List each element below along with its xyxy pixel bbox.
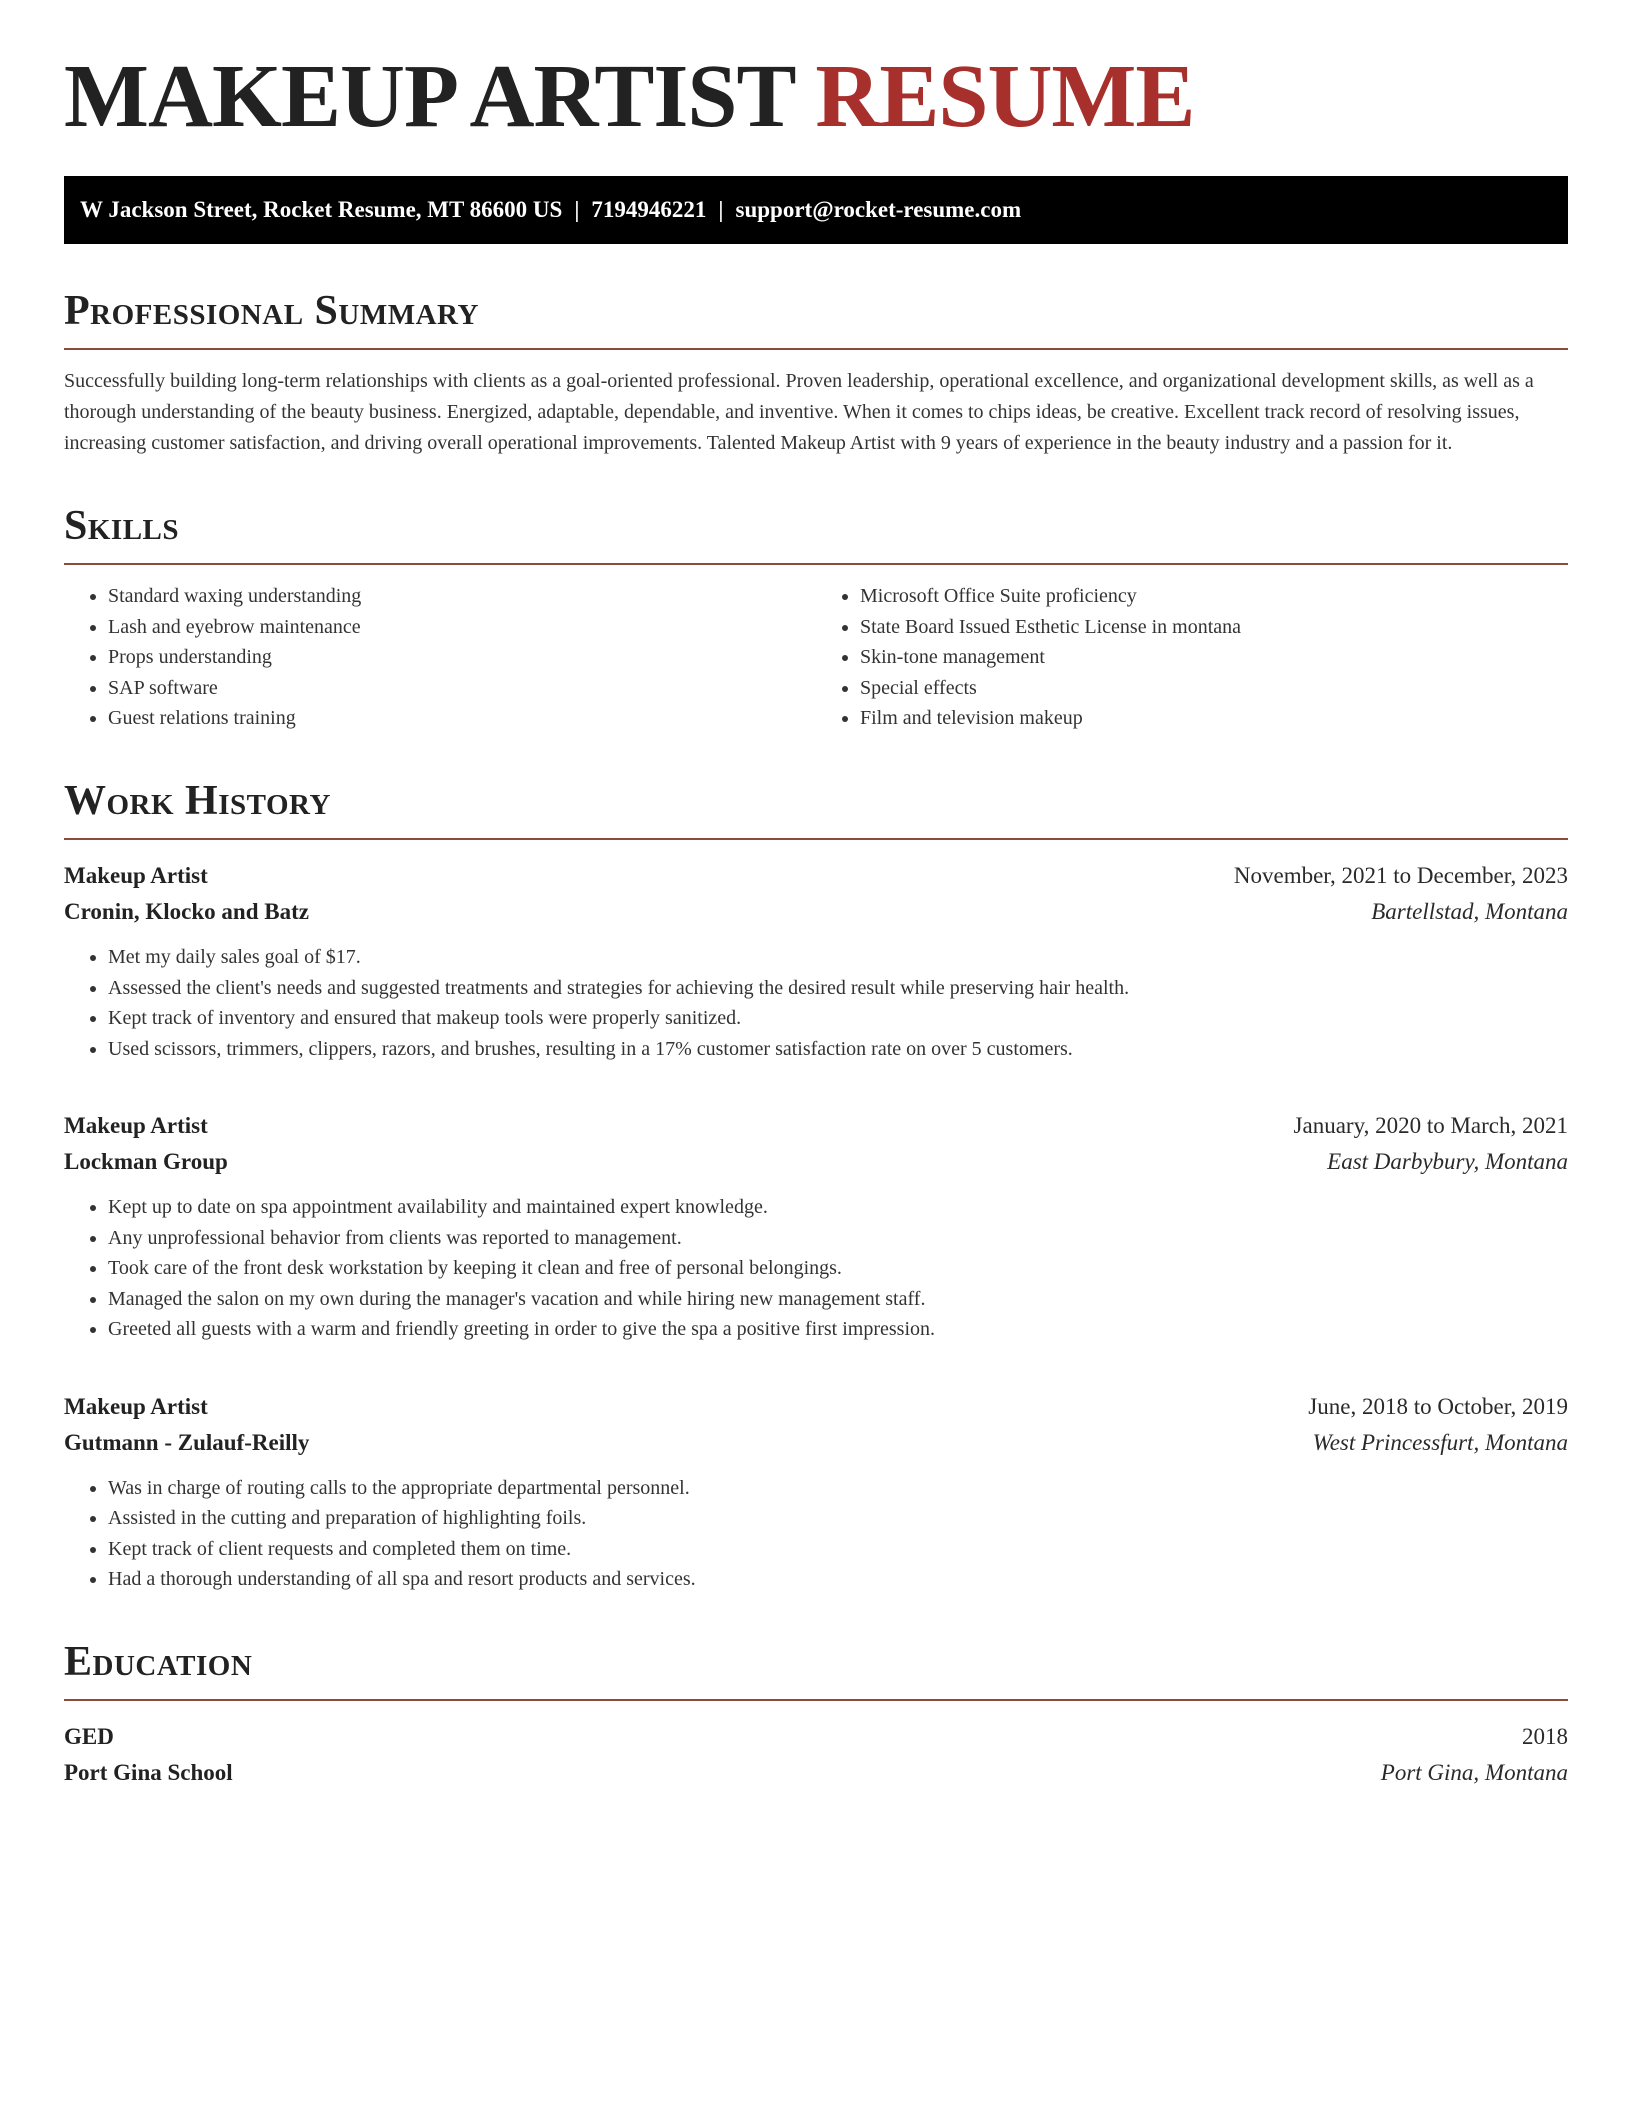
job-dates: January, 2020 to March, 2021 bbox=[1293, 1113, 1568, 1139]
job-duty: • Any unprofessional behavior from clients was reported to management. bbox=[108, 1223, 1568, 1254]
summary-section bbox=[64, 288, 1568, 459]
section-divider bbox=[64, 1699, 1568, 1701]
job-location: Bartellstad, Montana bbox=[1371, 899, 1568, 925]
job-title: Makeup Artist bbox=[64, 1113, 208, 1139]
section-heading: Professional Summary bbox=[64, 288, 479, 334]
skill-item: • Microsoft Office Suite proficiency bbox=[860, 581, 1568, 612]
job-employer bbox=[64, 1425, 1568, 1461]
job-header bbox=[64, 1389, 1568, 1425]
education-degree: GED bbox=[64, 1723, 114, 1749]
job-duty: • Kept track of client requests and completed them on time. bbox=[108, 1534, 1568, 1565]
job-duty: • Greeted all guests with a warm and friendly greeting in order to give the spa a positive first impression. bbox=[108, 1314, 1568, 1345]
skill-item: • Skin-tone management bbox=[860, 642, 1568, 673]
skills-section bbox=[64, 503, 1568, 734]
skill-item: • Guest relations training bbox=[108, 703, 816, 734]
job-duty: • Kept up to date on spa appointment availability and maintained expert knowledge. bbox=[108, 1192, 1568, 1223]
job-duties bbox=[64, 1473, 1568, 1595]
section-heading: Education bbox=[64, 1638, 253, 1685]
job-duty: • Kept track of inventory and ensured that makeup tools were properly sanitized. bbox=[108, 1003, 1568, 1034]
job-duty: • Had a thorough understanding of all spa and resort products and services. bbox=[108, 1564, 1568, 1595]
skills-list bbox=[64, 581, 1568, 734]
job-title: Makeup Artist bbox=[64, 1393, 208, 1419]
job-entry bbox=[64, 858, 1568, 1064]
job-entry bbox=[64, 1389, 1568, 1595]
skill-item: • Standard waxing understanding bbox=[108, 581, 816, 612]
work-history-section bbox=[64, 778, 1568, 1595]
job-duty: • Met my daily sales goal of $17. bbox=[108, 942, 1568, 973]
education-school-row bbox=[64, 1755, 1568, 1791]
job-duty: • Assisted in the cutting and preparation of highlighting foils. bbox=[108, 1503, 1568, 1534]
skill-item: • SAP software bbox=[108, 673, 816, 704]
skill-item: • State Board Issued Esthetic License in montana bbox=[860, 612, 1568, 643]
skill-item: • Film and television makeup bbox=[860, 703, 1568, 734]
skill-item: • Lash and eyebrow maintenance bbox=[108, 612, 816, 643]
education-location: Port Gina, Montana bbox=[1380, 1759, 1568, 1785]
job-company: Cronin, Klocko and Batz bbox=[64, 899, 309, 925]
job-location: East Darbybury, Montana bbox=[1327, 1149, 1568, 1175]
section-divider bbox=[64, 348, 1568, 350]
job-duty: • Assessed the client's needs and suggested treatments and strategies for achieving the desired result while preserving hair health. bbox=[108, 973, 1568, 1004]
resume-title bbox=[64, 47, 1568, 146]
contact-address: W Jackson Street, Rocket Resume, MT 86600 US bbox=[80, 197, 563, 222]
job-dates: June, 2018 to October, 2019 bbox=[1308, 1393, 1568, 1419]
education-year: 2018 bbox=[1522, 1723, 1568, 1749]
contact-bar bbox=[64, 176, 1568, 244]
section-heading: Skills bbox=[64, 503, 180, 550]
job-employer bbox=[64, 894, 1568, 930]
education-section bbox=[64, 1639, 1568, 1791]
skills-column-right bbox=[816, 581, 1568, 734]
contact-separator: | bbox=[718, 197, 724, 222]
job-header bbox=[64, 1108, 1568, 1144]
job-duties bbox=[64, 1192, 1568, 1345]
job-dates: November, 2021 to December, 2023 bbox=[1233, 863, 1568, 889]
skill-item: • Props understanding bbox=[108, 642, 816, 673]
title-main: MAKEUP ARTIST bbox=[64, 47, 794, 146]
job-employer bbox=[64, 1144, 1568, 1180]
job-duty: • Took care of the front desk workstation by keeping it clean and free of personal belongings. bbox=[108, 1253, 1568, 1284]
job-location: West Princessfurt, Montana bbox=[1312, 1429, 1568, 1455]
title-accent: RESUME bbox=[815, 47, 1195, 146]
job-company: Lockman Group bbox=[64, 1149, 228, 1175]
education-entry bbox=[64, 1719, 1568, 1791]
section-divider bbox=[64, 563, 1568, 565]
job-header bbox=[64, 858, 1568, 894]
skills-column-left bbox=[64, 581, 816, 734]
contact-email: support@rocket-resume.com bbox=[735, 197, 1022, 222]
skill-item: • Special effects bbox=[860, 673, 1568, 704]
section-divider bbox=[64, 838, 1568, 840]
education-school: Port Gina School bbox=[64, 1759, 233, 1785]
job-duty: • Managed the salon on my own during the manager's vacation and while hiring new management staff. bbox=[108, 1284, 1568, 1315]
job-entry bbox=[64, 1108, 1568, 1345]
job-duty: • Used scissors, trimmers, clippers, razors, and brushes, resulting in a 17% customer satisfaction rate on over 5 customers. bbox=[108, 1034, 1568, 1065]
job-duties bbox=[64, 942, 1568, 1064]
education-header bbox=[64, 1719, 1568, 1755]
job-company: Gutmann - Zulauf-Reilly bbox=[64, 1429, 310, 1455]
contact-phone: 7194946221 bbox=[591, 197, 707, 222]
job-duty: • Was in charge of routing calls to the appropriate departmental personnel. bbox=[108, 1473, 1568, 1504]
job-title: Makeup Artist bbox=[64, 863, 208, 889]
summary-text: Successfully building long-term relationships with clients as a goal-oriented professional. Proven leadership, operational excellence, and organizational development skills, as well as a thorough understanding of the beauty business. Energized, adaptable, dependable, and inventive. When it comes to chips ideas, be creative. Excellent track record of resolving issues, increasing customer satisfaction, and driving overall operational improvements. Talented Makeup Artist with 9 years of experience in the beauty industry and a passion for it. bbox=[64, 370, 1534, 455]
section-heading: Work History bbox=[64, 777, 331, 824]
contact-separator: | bbox=[574, 197, 580, 222]
